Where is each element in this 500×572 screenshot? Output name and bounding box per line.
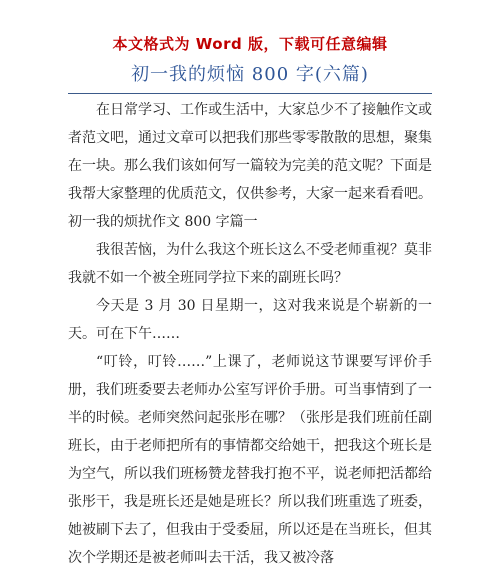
section-heading: 初一我的烦扰作文 800 字篇一 [68, 214, 258, 230]
body-paragraph: 我很苦恼，为什么我这个班长这么不受老师重视？莫非我就不如一个被全班同学拉下来的副班长吗？ [68, 242, 432, 286]
format-notice: 本文格式为 Word 版，下载可任意编辑 [112, 35, 388, 53]
document-title: 初一我的烦恼 800 字(六篇) [131, 64, 369, 85]
document-body [68, 96, 432, 572]
body-paragraph: “叮铃，叮铃……”上课了，老师说这节课要写评价手册，我们班委要去老师办公室写评价手册。可当事情到了一半的时候。老师突然问起张彤在哪？（张彤是我们班前任副班长，由于老师把所有的事情都交给她干，把我这个班长是为空气，所以我们班杨赞龙替我打抱不平，说老师把活都给张彤干，我是班长还是她是班长？所以我们班重选了班委，她被刷下去了，但我由于受委屈，所以还是在当班长，但其次个学期还是被老师叫去干活，我又被冷落 [68, 354, 432, 566]
intro-paragraph: 在日常学习、工作或生活中，大家总少不了接触作文或者范文吧，通过文章可以把我们那些零零散散的思想，聚集在一块。那么我们该如何写一篇较为完美的范文呢？下面是我帮大家整理的优质范文，仅供参考，大家一起来看看吧。 [68, 102, 432, 202]
body-paragraph: 今天是 3 月 30 日星期一，这对我来说是个崭新的一天。可在下午…… [68, 298, 432, 342]
title-divider [68, 93, 432, 94]
